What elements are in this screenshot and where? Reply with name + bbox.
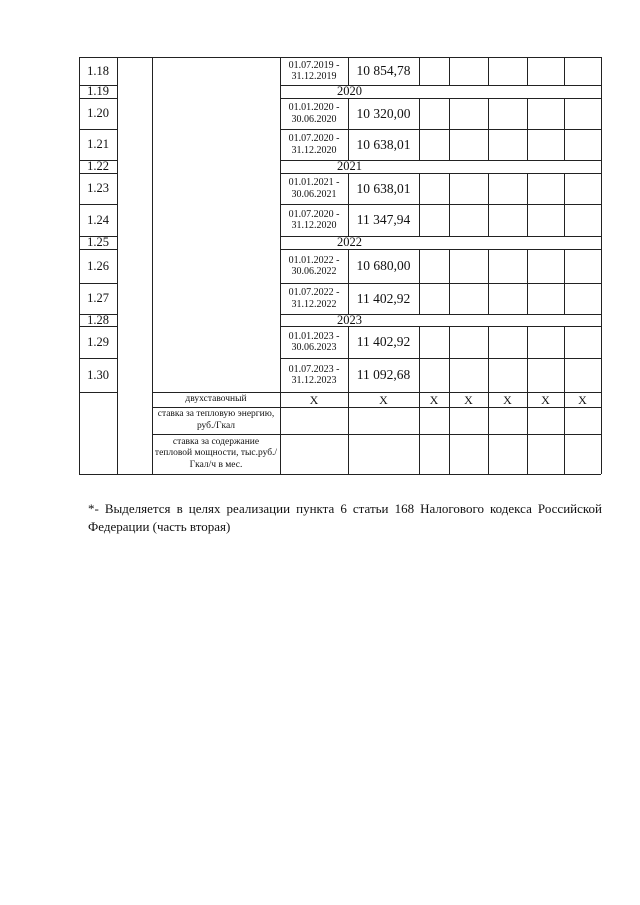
grid-line xyxy=(280,57,281,474)
grid-line xyxy=(419,57,420,85)
grid-line xyxy=(527,249,528,283)
period-cell: 01.01.2022 - 30.06.2022 xyxy=(288,254,340,277)
row-number: 1.28 xyxy=(87,312,109,327)
grid-line xyxy=(419,98,420,129)
grid-line xyxy=(488,57,489,85)
grid-line xyxy=(488,173,489,204)
grid-line xyxy=(527,98,528,129)
grid-line xyxy=(419,283,420,314)
grid-line xyxy=(488,249,489,283)
grid-line xyxy=(419,358,420,392)
grid-line xyxy=(79,392,117,393)
row-number: 1.18 xyxy=(87,63,109,78)
grid-line xyxy=(527,326,528,358)
grid-line xyxy=(488,204,489,236)
tariff-value: 10 638,01 xyxy=(356,136,411,152)
footnote: *- Выделяется в целях реализации пункта 6 статьи 168 Налогового кодекса Российской Федерации (часть вторая) xyxy=(88,501,602,534)
grid-line xyxy=(488,98,489,129)
grid-line xyxy=(449,98,450,129)
tariff-value: 11 402,92 xyxy=(356,334,411,350)
period-cell: 01.07.2020 - 31.12.2020 xyxy=(288,208,340,231)
period-cell: 01.01.2021 - 30.06.2021 xyxy=(288,177,340,200)
row-number: 1.23 xyxy=(87,181,109,196)
tariff-value: 10 680,00 xyxy=(356,258,411,274)
grid-line xyxy=(564,98,565,129)
grid-line xyxy=(488,326,489,358)
grid-line xyxy=(79,474,601,475)
x-mark: Х xyxy=(429,392,439,407)
grid-line xyxy=(564,204,565,236)
row-number: 1.30 xyxy=(87,367,109,382)
x-mark: Х xyxy=(464,392,473,407)
energy-rate-label: ставка за тепловую энергию, руб./Гкал xyxy=(157,409,275,431)
tariff-value: 11 402,92 xyxy=(356,290,411,306)
tariff-value: 10 638,01 xyxy=(356,180,411,196)
grid-line xyxy=(449,283,450,314)
row-number: 1.27 xyxy=(87,291,109,306)
year-label: 2023 xyxy=(337,312,362,327)
period-cell: 01.07.2022 - 31.12.2022 xyxy=(288,287,340,310)
row-number: 1.21 xyxy=(87,137,109,152)
grid-line xyxy=(488,129,489,160)
grid-line xyxy=(449,249,450,283)
x-mark: Х xyxy=(541,392,550,407)
grid-line xyxy=(419,129,420,160)
grid-line xyxy=(527,173,528,204)
tariff-value: 11 347,94 xyxy=(356,212,411,228)
grid-line xyxy=(527,283,528,314)
capacity-rate-label: ставка за содержание тепловой мощности, тыс.руб./Гкал/ч в мес. xyxy=(154,436,278,470)
grid-line xyxy=(419,204,420,236)
row-number: 1.25 xyxy=(87,235,109,250)
period-cell: 01.07.2019 - 31.12.2019 xyxy=(288,59,340,82)
row-number: 1.22 xyxy=(87,159,109,174)
grid-line xyxy=(449,204,450,236)
tariff-value: 10 854,78 xyxy=(356,63,411,79)
grid-line xyxy=(564,358,565,392)
year-label: 2022 xyxy=(337,235,362,250)
grid-line xyxy=(564,173,565,204)
grid-line xyxy=(564,326,565,358)
year-label: 2021 xyxy=(337,159,362,174)
grid-line xyxy=(117,57,118,474)
x-mark: Х xyxy=(503,392,512,407)
period-cell: 01.07.2023 - 31.12.2023 xyxy=(288,363,340,386)
grid-line xyxy=(419,173,420,204)
grid-line xyxy=(564,57,565,85)
grid-line xyxy=(601,57,602,474)
grid-line xyxy=(419,249,420,283)
grid-line xyxy=(449,326,450,358)
year-label: 2020 xyxy=(337,84,362,99)
grid-line xyxy=(527,57,528,85)
period-cell: 01.07.2020 - 31.12.2020 xyxy=(288,133,340,156)
grid-line xyxy=(419,326,420,358)
grid-line xyxy=(564,283,565,314)
tariff-value: 11 092,68 xyxy=(356,367,411,383)
period-cell: 01.01.2020 - 30.06.2020 xyxy=(288,102,340,125)
row-number: 1.26 xyxy=(87,258,109,273)
period-cell: 01.01.2023 - 30.06.2023 xyxy=(288,330,340,353)
x-mark: Х xyxy=(578,392,587,407)
tariff-value: 10 320,00 xyxy=(356,105,411,121)
row-number: 1.24 xyxy=(87,212,109,227)
grid-line xyxy=(527,204,528,236)
grid-line xyxy=(488,283,489,314)
grid-line xyxy=(449,358,450,392)
row-number: 1.19 xyxy=(87,84,109,99)
grid-line xyxy=(152,57,153,474)
row-number: 1.20 xyxy=(87,106,109,121)
grid-line xyxy=(527,358,528,392)
grid-line xyxy=(564,249,565,283)
x-mark: Х xyxy=(379,392,388,407)
grid-line xyxy=(449,57,450,85)
x-mark: Х xyxy=(309,392,319,407)
row-number: 1.29 xyxy=(87,334,109,349)
grid-line xyxy=(527,129,528,160)
grid-line xyxy=(564,129,565,160)
grid-line xyxy=(449,129,450,160)
grid-line xyxy=(488,358,489,392)
grid-line xyxy=(449,173,450,204)
two-part-label: двухставочный xyxy=(185,393,247,404)
